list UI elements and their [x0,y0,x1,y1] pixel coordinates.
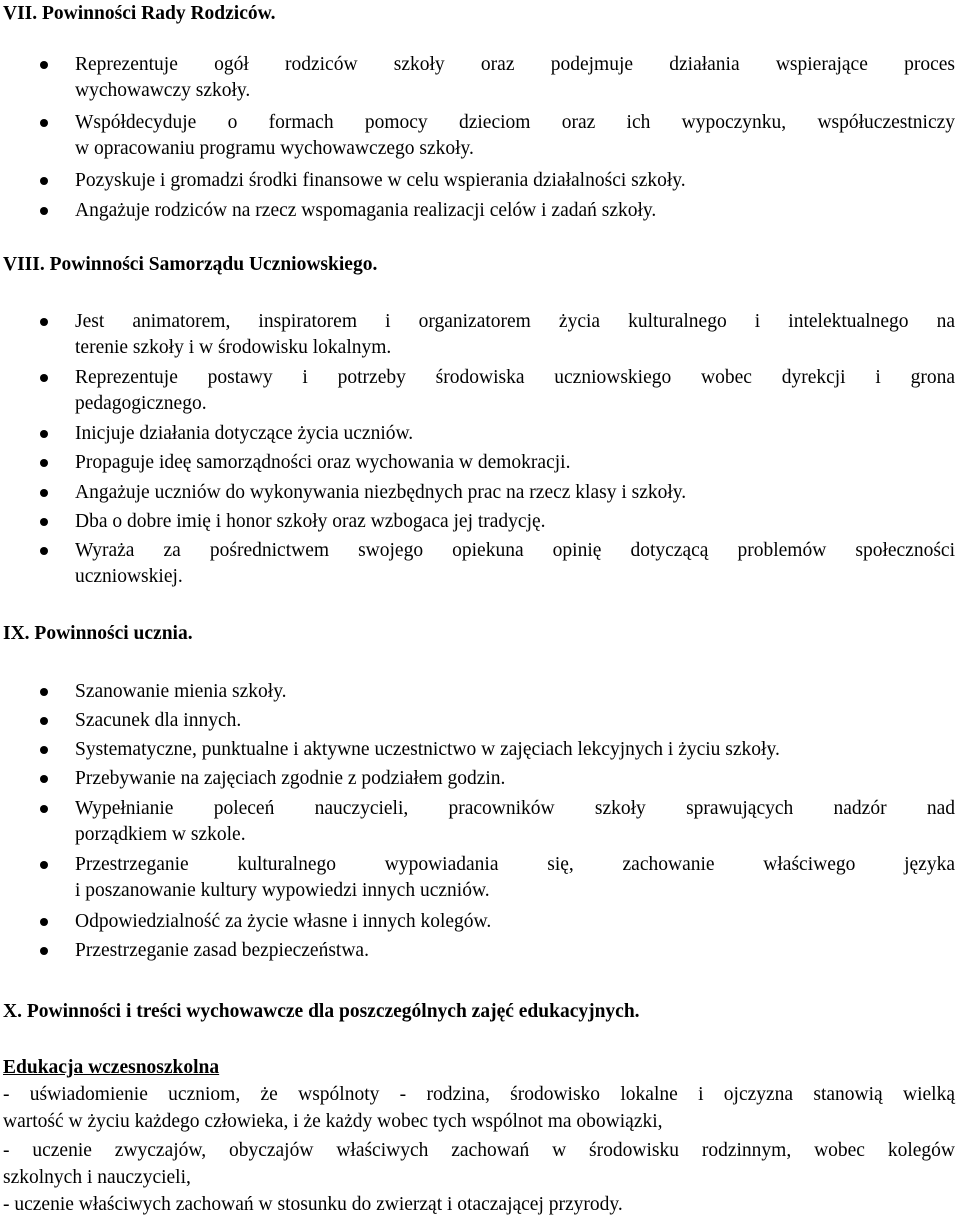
bullet-icon [40,717,48,725]
bullet-icon [40,61,48,69]
list-item-line-1: Współdecyduje o formach pomocy dzieciom oraz ich wypoczynku, współuczestniczy [75,112,955,133]
list-item-line-2: wychowawczy szkoły. [75,80,251,101]
list-item-line-1: Pozyskuje i gromadzi środki finansowe w celu wspierania działalności szkoły. [75,170,686,191]
paragraph-line: - uświadomienie uczniom, że wspólnoty - rodzina, środowisko lokalne i ojczyzna stanowią wielką [3,1084,955,1105]
list-item-line-2: i poszanowanie kultury wypowiedzi innych uczniów. [75,880,490,901]
paragraph-line: wartość w życiu każdego człowieka, i że każdy wobec tych wspólnot ma obowiązki, [3,1111,663,1132]
bullet-icon [40,547,48,555]
bullet-icon [40,430,48,438]
list-item-line-2: uczniowskiej. [75,566,183,587]
bullet-icon [40,775,48,783]
bullet-icon [40,688,48,696]
list-item-line-2: pedagogicznego. [75,393,207,414]
list-item-line-2: porządkiem w szkole. [75,824,246,845]
list-item-line-1: Reprezentuje postawy i potrzeby środowiska uczniowskiego wobec dyrekcji i grona [75,367,955,388]
list-item-line-1: Systematyczne, punktualne i aktywne uczestnictwo w zajęciach lekcyjnych i życiu szkoły. [75,739,780,760]
paragraph-line: szkolnych i nauczycieli, [3,1167,191,1188]
list-item-line-1: Angażuje rodziców na rzecz wspomagania realizacji celów i zadań szkoły. [75,200,657,221]
bullet-icon [40,459,48,467]
list-item-line-1: Dba o dobre imię i honor szkoły oraz wzbogaca jej tradycję. [75,511,546,532]
bullet-icon [40,119,48,127]
subsection-heading: Edukacja wczesnoszkolna [3,1057,220,1078]
bullet-icon [40,918,48,926]
bullet-icon [40,746,48,754]
bullet-icon [40,805,48,813]
bullet-icon [40,861,48,869]
list-item-line-1: Angażuje uczniów do wykonywania niezbędnych prac na rzecz klasy i szkoły. [75,482,687,503]
bullet-icon [40,374,48,382]
list-item-line-2: terenie szkoły i w środowisku lokalnym. [75,337,392,358]
bullet-icon [40,207,48,215]
list-item-line-1: Reprezentuje ogół rodziców szkoły oraz podejmuje działania wspierające proces [75,54,955,75]
section-ix-heading: IX. Powinności ucznia. [3,623,193,644]
list-item-line-1: Odpowiedzialność za życie własne i innych kolegów. [75,911,492,932]
list-item-line-1: Szanowanie mienia szkoły. [75,681,287,702]
list-item-line-1: Inicjuje działania dotyczące życia uczniów. [75,423,414,444]
list-item-line-1: Przebywanie na zajęciach zgodnie z podziałem godzin. [75,768,506,789]
paragraph-line: - uczenie zwyczajów, obyczajów właściwych zachowań w środowisku rodzinnym, wobec kolegów [3,1140,955,1161]
bullet-icon [40,518,48,526]
section-vii-heading: VII. Powinności Rady Rodziców. [3,3,276,24]
list-item-line-2: w opracowaniu programu wychowawczego szkoły. [75,138,474,159]
bullet-icon [40,318,48,326]
list-item-line-1: Propaguje ideę samorządności oraz wychowania w demokracji. [75,452,571,473]
bullet-icon [40,489,48,497]
list-item-line-1: Wypełnianie poleceń nauczycieli, pracowników szkoły sprawujących nadzór nad [75,798,955,819]
paragraph-line: - uczenie właściwych zachowań w stosunku do zwierząt i otaczającej przyrody. [3,1194,623,1215]
section-x-heading: X. Powinności i treści wychowawcze dla poszczególnych zajęć edukacyjnych. [3,1001,640,1022]
list-item-line-1: Przestrzeganie kulturalnego wypowiadania się, zachowanie właściwego języka [75,854,955,875]
section-viii-heading: VIII. Powinności Samorządu Uczniowskiego. [3,254,378,275]
list-item-line-1: Przestrzeganie zasad bezpieczeństwa. [75,940,369,961]
list-item-line-1: Wyraża za pośrednictwem swojego opiekuna opinię dotyczącą problemów społeczności [75,540,955,561]
list-item-line-1: Szacunek dla innych. [75,710,242,731]
bullet-icon [40,177,48,185]
bullet-icon [40,947,48,955]
list-item-line-1: Jest animatorem, inspiratorem i organizatorem życia kulturalnego i intelektualnego na [75,311,955,332]
